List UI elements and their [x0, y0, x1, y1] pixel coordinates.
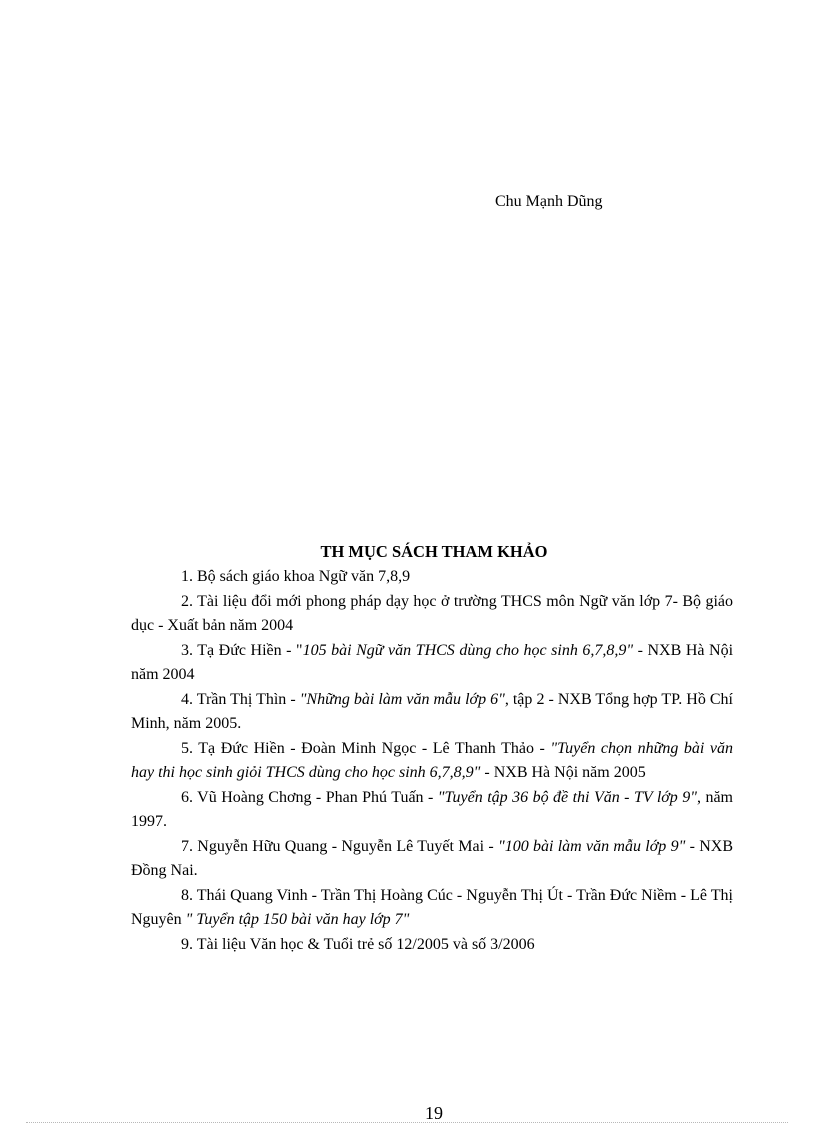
reference-item: 9. Tài liệu Văn học & Tuổi trẻ số 12/2005 và số 3/2006 [181, 935, 535, 953]
reference-item: 5. Tạ Đức Hiền - Đoàn Minh Ngọc - Lê Thanh Thảo - "Tuyển chọn những bài văn hay thi học sinh giỏi THCS dùng cho học sinh 6,7,8,9" - NXB Hà Nội năm 2005 [131, 739, 734, 781]
reference-item: 6. Vũ Hoàng Chơng - Phan Phú Tuấn - "Tuyển tập 36 bộ đề thi Văn - TV lớp 9", năm 1997. [131, 788, 733, 830]
reference-item: 3. Tạ Đức Hiền - "105 bài Ngữ văn THCS dùng cho học sinh 6,7,8,9" - NXB Hà Nội năm 2004 [131, 641, 734, 683]
reference-item: 8. Thái Quang Vinh - Trần Thị Hoàng Cúc - Nguyễn Thị Út - Trần Đức Niềm - Lê Thị Nguyên " Tuyển tập 150 bài văn hay lớp 7" [131, 886, 733, 928]
reference-item: 7. Nguyễn Hữu Quang - Nguyễn Lê Tuyết Mai - "100 bài làm văn mẫu lớp 9" - NXB Đồng Nai. [131, 837, 734, 879]
author-name: Chu Mạnh Dũng [495, 193, 603, 210]
reference-item: 2. Tài liệu đổi mới phong pháp dạy học ở trường THCS môn Ngữ văn lớp 7- Bộ giáo dục - Xuất bản năm 2004 [131, 592, 733, 634]
reference-item: 4. Trần Thị Thìn - "Những bài làm văn mẫu lớp 6", tập 2 - NXB Tổng hợp TP. Hồ Chí Minh, năm 2005. [131, 690, 733, 732]
reference-list [131, 565, 733, 957]
section-title: TH MỤC SÁCH THAM KHẢO [320, 542, 548, 561]
page-number: 19 [425, 1103, 443, 1123]
reference-item: 1. Bộ sách giáo khoa Ngữ văn 7,8,9 [181, 568, 411, 585]
